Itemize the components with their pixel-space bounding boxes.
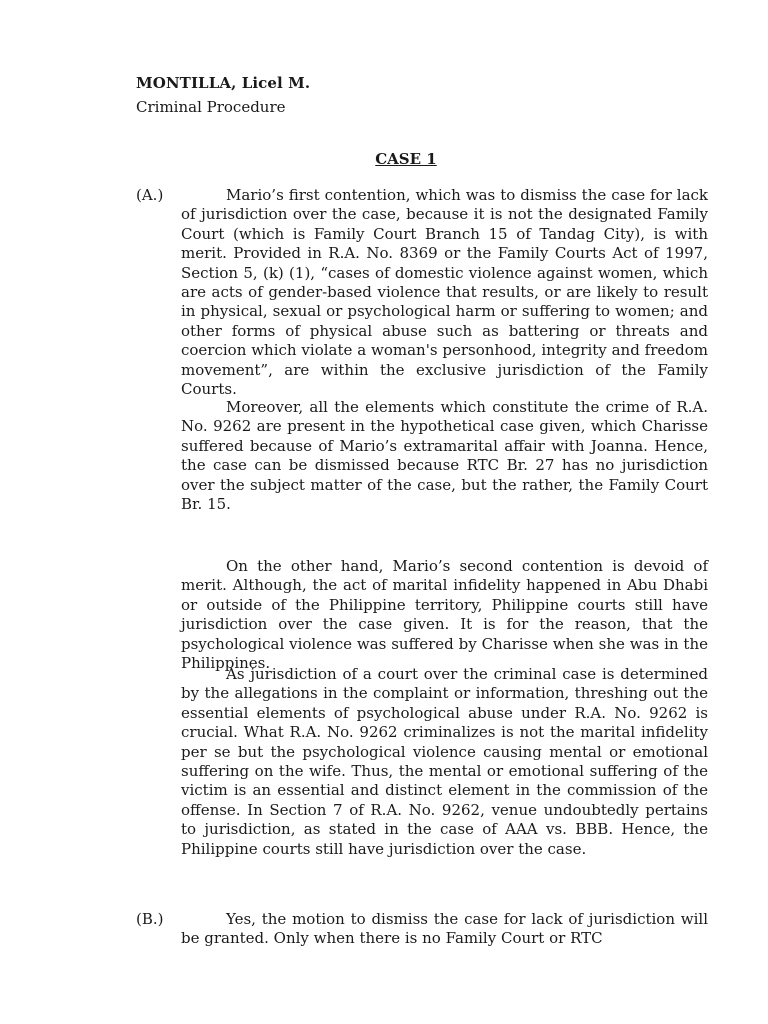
section-b-marker: (B.) [136,910,164,928]
section-a-paragraph-4: As jurisdiction of a court over the criminal case is determined by the allegations in the complaint or information, threshing out the essential elements of psychological abuse under R.A. No. 9262 is crucial. What R.A. No. 9262 criminalizes is not the marital infidelity per se but the psychological violence causing mental or emotional suffering on the wife. Thus, the mental or emotional suffering of the victim is an essential and distinct element in the commission of the offense. In Section 7 of R.A. No. 9262, venue undoubtedly pertains to jurisdiction, as stated in the case of AAA vs. BBB. Hence, the Philippine courts still have jurisdiction over the case. [181,665,708,858]
section-a-marker: (A.) [136,186,164,204]
case-title: CASE 1 [375,150,437,168]
section-a-paragraph-1: Mario’s first contention, which was to dismiss the case for lack of jurisdiction over the case, because it is not the designated Family Court (which is Family Court Branch 15 of Tandag City), is with merit. Provided in R.A. No. 8369 or the Family Courts Act of 1997, Section 5, (k) (1), “cases of domestic violence against women, which are acts of gender-based violence that results, or are likely to result in physical, sexual or psychological harm or suffering to women; and other forms of physical abuse such as battering or threats and coercion which violate a woman's personhood, integrity and freedom movement”, are within the exclusive jurisdiction of the Family Courts. [181,186,708,399]
section-a-paragraph-2: Moreover, all the elements which constitute the crime of R.A. No. 9262 are present in the hypothetical case given, which Charisse suffered because of Mario’s extramarital affair with Joanna. Hence, the case can be dismissed because RTC Br. 27 has no jurisdiction over the subject matter of the case, but the rather, the Family Court Br. 15. [181,398,708,514]
course-subject: Criminal Procedure [136,98,286,116]
section-b-paragraph-1: Yes, the motion to dismiss the case for lack of jurisdiction will be granted. Only when there is no Family Court or RTC [181,910,708,948]
author-name: MONTILLA, Licel M. [136,74,311,92]
section-a-paragraph-3: On the other hand, Mario’s second contention is devoid of merit. Although, the act of marital infidelity happened in Abu Dhabi or outside of the Philippine territory, Philippine courts still have jurisdiction over the case given. It is for the reason, that the psychological violence was suffered by Charisse when she was in the Philippines. [181,557,708,673]
